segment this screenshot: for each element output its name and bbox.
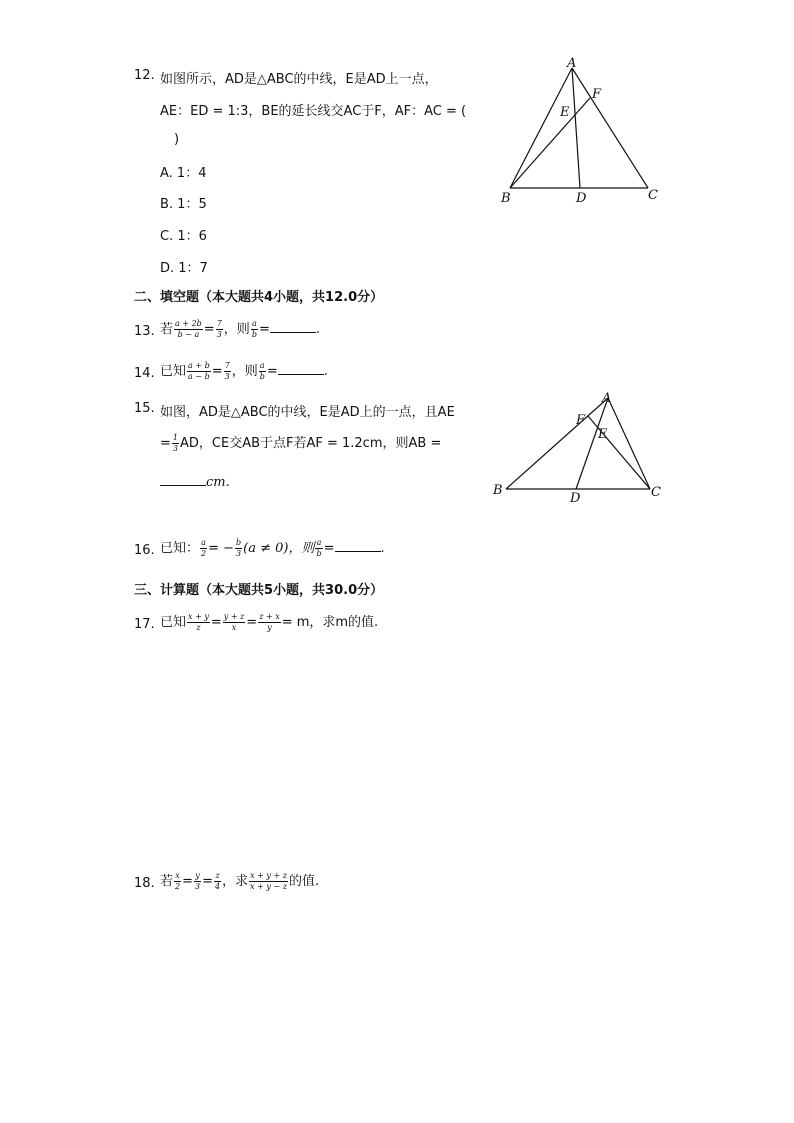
q12-option-a: A. 1：4 [160,166,207,181]
q12-triangle-figure [496,56,666,206]
q12-label-f: F [592,87,602,102]
q18-fraction-y: $\frac{y}{3}$ [195,871,201,891]
q17-fraction-1: $\frac{x + y}{z}$ [188,612,209,632]
q12-label-c: C [648,188,658,203]
q12-line3: ) [174,132,180,147]
section-calculation-heading: 三、计算题（本大题共5小题，共30.0分） [134,583,384,598]
q15-answer-blank [160,474,206,486]
q15-label-b: B [493,483,503,498]
q15-label-d: D [570,491,581,506]
q12-line1: 如图所示，AD是△ABC的中线，E是AD上一点， [160,72,438,87]
q15-label-f: F [576,413,586,428]
q13-body: 若 $\frac{a + 2b}{b - a}$ = $\frac{7}{3}$ ，则 $\frac{a}{b}$ = . [160,319,320,339]
q16-number: 16. [134,543,155,558]
q17-body: 已知 $\frac{x + y}{z}$ = $\frac{y + z}{x}$ = $\frac{z + x}{y}$ = m，求m的值. [160,612,379,632]
q12-label-e: E [560,105,570,120]
q14-body: 已知 $\frac{a + b}{a - b}$ = $\frac{7}{3}$ ，则 $\frac{a}{b}$ = . [160,361,328,381]
q18-body: 若 $\frac{x}{2}$ = $\frac{y}{3}$ = $\frac{z}{4}$ ，求 $\frac{x + y + z}{x + y - z}$ 的值. [160,871,320,891]
q14-fraction-ask: $\frac{a}{b}$ [259,361,265,381]
q15-line3: cm. [160,474,230,490]
q16-fraction-rhs: $\frac{b}{3}$ [236,538,242,558]
q12-line2: AE：ED = 1:3，BE的延长线交AC于F，AF：AC = ( [160,104,467,119]
q13-number: 13. [134,324,155,339]
q17-number: 17. [134,617,155,632]
q14-fraction-rhs: $\frac{7}{3}$ [224,361,230,381]
q15-label-e: E [598,427,608,442]
q12-number: 12. [134,68,155,83]
section-fill-in-heading: 二、填空题（本大题共4小题，共12.0分） [134,290,384,305]
q13-answer-blank [270,321,316,333]
q16-body: 已知： $\frac{a}{2}$ = − $\frac{b}{3}$ (a ≠ 0)，则 $\frac{a}{b}$ = . [160,538,385,558]
q15-fraction: $\frac{1}{3}$ [172,433,178,453]
q16-answer-blank [335,540,381,552]
q18-fraction-z: $\frac{z}{4}$ [215,871,221,891]
q18-fraction-expr: $\frac{x + y + z}{x + y - z}$ [250,871,287,891]
q13-fraction-lhs: $\frac{a + 2b}{b - a}$ [175,319,202,339]
q17-fraction-3: $\frac{z + x}{y}$ [259,612,280,632]
q16-fraction-ask: $\frac{a}{b}$ [316,538,322,558]
q12-label-a: A [567,56,577,71]
q13-fraction-rhs: $\frac{7}{3}$ [216,319,222,339]
q12-option-d: D. 1：7 [160,261,208,276]
q16-fraction-lhs: $\frac{a}{2}$ [201,538,207,558]
q14-fraction-lhs: $\frac{a + b}{a - b}$ [188,361,210,381]
q14-number: 14. [134,366,155,381]
q15-label-a: A [602,391,612,406]
q12-option-b: B. 1：5 [160,197,207,212]
q15-label-c: C [651,485,661,500]
q12-label-b: B [501,191,511,206]
q18-number: 18. [134,876,155,891]
q18-fraction-x: $\frac{x}{2}$ [175,871,181,891]
q12-option-c: C. 1：6 [160,229,207,244]
q15-line2: = $\frac{1}{3}$ AD，CE交AB于点F若AF = 1.2cm，则AB = [160,433,442,453]
q15-number: 15. [134,401,155,416]
q15-triangle-figure [488,388,668,508]
q13-fraction-ask: $\frac{a}{b}$ [251,319,257,339]
q14-answer-blank [278,363,324,375]
q12-label-d: D [576,191,587,206]
q15-line1: 如图，AD是△ABC的中线，E是AD上的一点，且AE [160,405,455,420]
q17-fraction-2: $\frac{y + z}{x}$ [223,612,245,632]
